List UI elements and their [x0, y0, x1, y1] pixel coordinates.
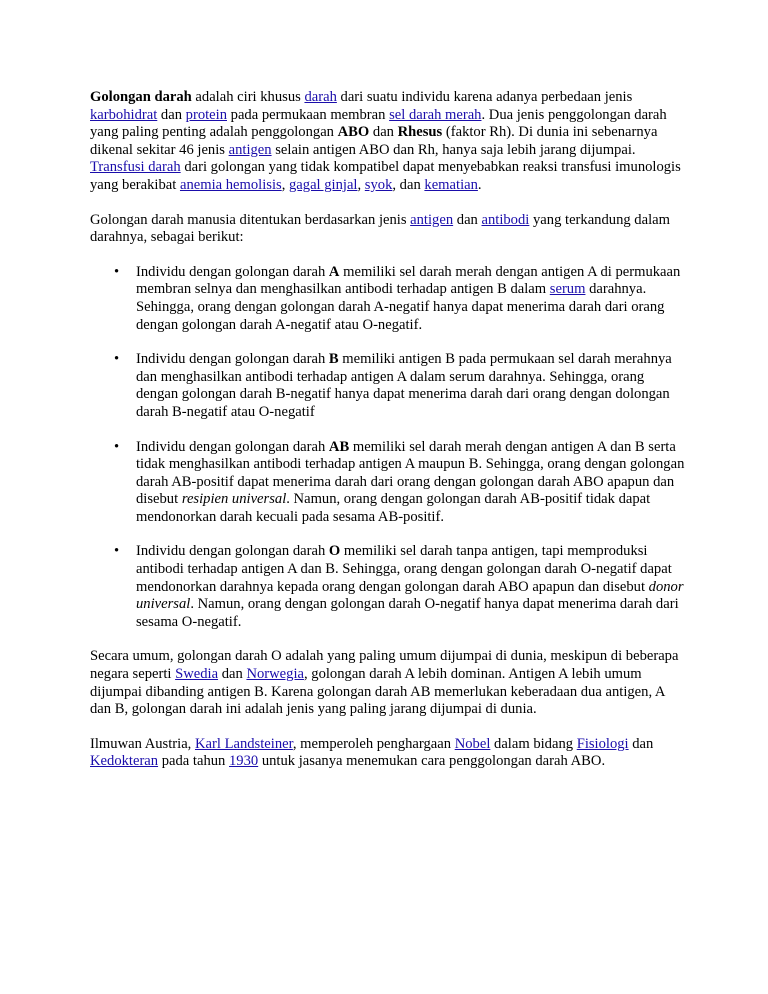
- link-antibodi[interactable]: antibodi: [481, 211, 530, 228]
- bullet-icon: •: [114, 438, 120, 455]
- criteria-paragraph: Golongan darah manusia ditentukan berdasarkan jenis antigen dan antibodi yang terkandung dalam darahnya, sebagai berikut:: [90, 211, 670, 246]
- link-serum[interactable]: serum: [549, 281, 586, 298]
- link-nobel[interactable]: Nobel: [454, 735, 491, 752]
- term-abo: ABO: [337, 124, 370, 141]
- bullet-icon: •: [114, 263, 120, 280]
- link-swedia[interactable]: Swedia: [175, 666, 219, 683]
- bullet-icon: •: [114, 543, 120, 560]
- link-kematian[interactable]: kematian: [424, 176, 478, 193]
- list-item-type-ab: • Individu dengan golongan darah AB memiliki sel darah merah dengan antigen A dan B serta tidak menghasilkan antibodi terhadap antigen A maupun B. Sehingga, orang dengan golongan darah AB-positif dapat menerima darah dari orang dengan golongan darah ABO apapun dan disebut resipien universal. Namun, orang dengan golongan darah AB-positif tidak dapat mendonorkan darah kecuali pada sesama AB-positif.: [114, 438, 685, 525]
- link-transfusi-darah[interactable]: Transfusi darah: [90, 159, 181, 176]
- blood-type-list: [90, 264, 685, 632]
- type-ab-label: AB: [328, 438, 350, 455]
- term-donor-universal: donor universal: [136, 578, 684, 613]
- list-item-type-o: • Individu dengan golongan darah O memiliki sel darah tanpa antigen, tapi memproduksi antibodi terhadap antigen A dan B. Sehingga, orang dengan golongan darah O-negatif dapat mendonorkan darahnya kepada orang dengan golongan darah ABO apapun dan disebut donor universal. Namun, orang dengan golongan darah O-negatif hanya dapat menerima darah dari sesama O-negatif.: [114, 543, 684, 630]
- bullet-icon: •: [114, 351, 120, 368]
- link-kedokteran[interactable]: Kedokteran: [90, 753, 159, 770]
- list-item-type-a: • Individu dengan golongan darah A memiliki sel darah merah dengan antigen A di permukaan membran selnya dan menghasilkan antibodi terhadap antigen B dalam serum darahnya. Sehingga, orang dengan golongan darah A-negatif hanya dapat menerima darah dari orang dengan golongan darah A-negatif atau O-negatif.: [114, 263, 681, 333]
- distribution-paragraph: Secara umum, golongan darah O adalah yang paling umum dijumpai di dunia, meskipun di beberapa negara seperti Swedia dan Norwegia, golongan darah A lebih dominan. Antigen A lebih umum dijumpai dibanding antigen B. Karena golongan darah AB memerlukan keberadaan dua antigen, A dan B, golongan darah ini adalah jenis yang paling jarang dijumpai di dunia.: [90, 648, 679, 718]
- term-golongan-darah: Golongan darah: [90, 89, 192, 105]
- link-syok[interactable]: syok: [364, 176, 393, 193]
- term-rhesus: Rhesus: [397, 124, 443, 141]
- article-body: [90, 89, 685, 788]
- link-gagal-ginjal[interactable]: gagal ginjal: [289, 176, 358, 193]
- link-1930[interactable]: 1930: [229, 753, 259, 770]
- type-o-label: O: [328, 543, 341, 560]
- link-antigen-2[interactable]: antigen: [410, 211, 454, 228]
- link-antigen[interactable]: antigen: [228, 141, 272, 158]
- type-b-label: B: [328, 351, 339, 368]
- link-darah[interactable]: darah: [304, 89, 337, 105]
- link-karbohidrat[interactable]: karbohidrat: [90, 106, 158, 123]
- link-protein[interactable]: protein: [185, 106, 227, 123]
- history-paragraph: Ilmuwan Austria, Karl Landsteiner, memperoleh penghargaan Nobel dalam bidang Fisiologi dan Kedokteran pada tahun 1930 untuk jasanya menemukan cara penggolongan darah ABO.: [90, 735, 654, 770]
- link-fisiologi[interactable]: Fisiologi: [576, 735, 629, 752]
- list-item-type-b: • Individu dengan golongan darah B memiliki antigen B pada permukaan sel darah merahnya dan menghasilkan antibodi terhadap antigen A dalam serum darahnya. Sehingga, orang dengan golongan darah B-negatif hanya dapat menerima darah dari orang dengan dolongan darah B-negatif atau O-negatif: [114, 351, 672, 420]
- link-sel-darah-merah[interactable]: sel darah merah: [389, 106, 482, 123]
- intro-paragraph: Golongan darah adalah ciri khusus darah dari suatu individu karena adanya perbedaan jenis karbohidrat dan protein pada permukaan membran sel darah merah. Dua jenis penggolongan darah yang paling penting adalah penggolongan ABO dan Rhesus (faktor Rh). Di dunia ini sebenarnya dikenal sekitar 46 jenis antigen selain antigen ABO dan Rh, hanya saja lebih jarang dijumpai. Transfusi darah dari golongan yang tidak kompatibel dapat menyebabkan reaksi transfusi imunologis yang berakibat anemia hemolisis, gagal ginjal, syok, dan kematian.: [90, 89, 681, 193]
- term-resipien-universal: resipien universal: [181, 491, 287, 508]
- link-norwegia[interactable]: Norwegia: [246, 666, 304, 683]
- type-a-label: A: [328, 263, 340, 280]
- link-anemia-hemolisis[interactable]: anemia hemolisis: [179, 176, 282, 193]
- link-karl-landsteiner[interactable]: Karl Landsteiner: [194, 735, 293, 752]
